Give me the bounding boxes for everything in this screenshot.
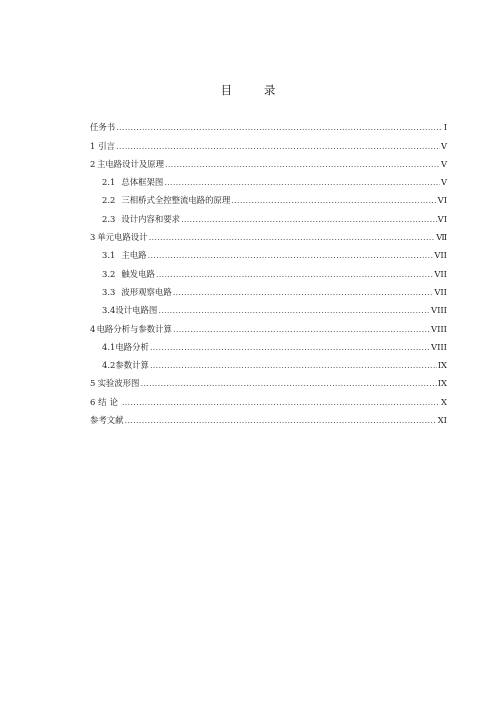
toc-entry-label: 电路分析 [115, 341, 149, 352]
toc-entry-page: V [440, 140, 447, 151]
toc-entry-label: 设计内容和要求 [121, 213, 180, 224]
toc-entry-label: 主电路设计及原理 [97, 158, 165, 169]
toc-entry-number: 3 [90, 232, 96, 243]
dot-leader [116, 141, 440, 151]
toc-entry-label: 参数计算 [115, 360, 149, 371]
dot-leader [150, 360, 437, 370]
toc-entry[interactable] [90, 334, 447, 352]
dot-leader [165, 159, 440, 169]
toc-entry-page: V [440, 177, 447, 188]
toc-entry[interactable] [90, 242, 447, 260]
toc-entry[interactable] [90, 187, 447, 205]
dot-leader [116, 122, 443, 132]
toc-entry-page: VII [434, 250, 447, 261]
toc-entry[interactable] [90, 279, 447, 297]
toc-entry-label: 设计电路图 [115, 305, 158, 316]
toc-entry-page: VIII [431, 323, 447, 334]
toc-entry[interactable] [90, 370, 447, 388]
toc-entry-label: 主电路 [121, 250, 147, 261]
toc-entry-label: 单元电路设计 [97, 232, 148, 243]
toc-entry-label: 电路分析与参数计算 [96, 323, 172, 334]
toc-entry[interactable] [90, 315, 447, 333]
dot-leader [156, 269, 434, 279]
dot-leader [122, 397, 440, 407]
toc-entry[interactable] [90, 297, 447, 315]
dot-leader [164, 177, 440, 187]
toc-entry-page: XI [437, 415, 447, 426]
toc-entry-page: VII [434, 286, 447, 297]
toc-entry[interactable] [90, 388, 447, 406]
toc-entry-page: VII [434, 268, 447, 279]
toc-title: 目 录 [220, 83, 290, 97]
toc-entry-number: 3.1 [102, 250, 116, 261]
toc-entry-page: I [443, 122, 447, 133]
dot-leader [173, 287, 434, 297]
dot-leader [158, 305, 430, 315]
toc-entry-label: 参考文献 [90, 415, 124, 426]
toc-entry-number: 2.3 [102, 213, 116, 224]
toc-entry-number: 4 [90, 323, 96, 334]
toc-entry-label: 任务书 [90, 122, 116, 133]
toc-entry-page: VIII [431, 341, 447, 352]
toc-entry-label: 总体框架图 [121, 177, 164, 188]
toc-entry-label: 结论 [98, 396, 121, 407]
toc-entry-number: 2.1 [102, 177, 116, 188]
dot-leader [231, 195, 436, 205]
toc-entry-number: 1 [90, 140, 96, 151]
toc-entry-page: IX [437, 360, 447, 371]
dot-leader [125, 415, 437, 425]
toc-entry[interactable] [90, 114, 447, 132]
toc-entry-page: Ⅶ [436, 232, 447, 243]
toc-entry[interactable] [90, 407, 447, 425]
toc-entry-number: 4.2 [102, 360, 116, 371]
dot-leader [147, 250, 433, 260]
toc-entry-page: VI [437, 195, 447, 206]
dot-leader [149, 232, 436, 242]
toc-entry-number: 3.3 [102, 286, 116, 297]
toc-entry-label: 实验波形图 [97, 378, 140, 389]
toc-entry-label: 触发电路 [121, 268, 155, 279]
toc-entry[interactable] [90, 260, 447, 278]
toc-entry-number: 2 [90, 158, 96, 169]
toc-entry-label: 三相桥式全控整流电路的原理 [121, 195, 231, 206]
toc-entry-number: 5 [90, 378, 96, 389]
toc-entry-number: 3.4 [102, 305, 116, 316]
toc-entry[interactable] [90, 352, 447, 370]
dot-leader [140, 378, 436, 388]
toc-entry-page: VIII [431, 305, 447, 316]
dot-leader [150, 342, 430, 352]
toc-entry[interactable] [90, 169, 447, 187]
toc-entry[interactable] [90, 205, 447, 223]
toc-entry-label: 引言 [98, 140, 116, 151]
toc-entry-page: VI [437, 213, 447, 224]
toc-entry-label: 波形观察电路 [121, 286, 172, 297]
toc-entry-number: 2.2 [102, 195, 116, 206]
toc-entry-number: 4.1 [102, 341, 116, 352]
toc-entry[interactable] [90, 224, 447, 242]
toc-entry-page: V [440, 158, 447, 169]
dot-leader [173, 324, 430, 334]
toc-entry[interactable] [90, 132, 447, 150]
toc-entry-page: IX [437, 378, 447, 389]
toc-entry-number: 3.2 [102, 268, 116, 279]
toc-entry-number: 6 [90, 396, 96, 407]
dot-leader [181, 214, 437, 224]
table-of-contents [90, 114, 447, 425]
toc-entry[interactable] [90, 151, 447, 169]
toc-entry-page: X [441, 396, 447, 407]
